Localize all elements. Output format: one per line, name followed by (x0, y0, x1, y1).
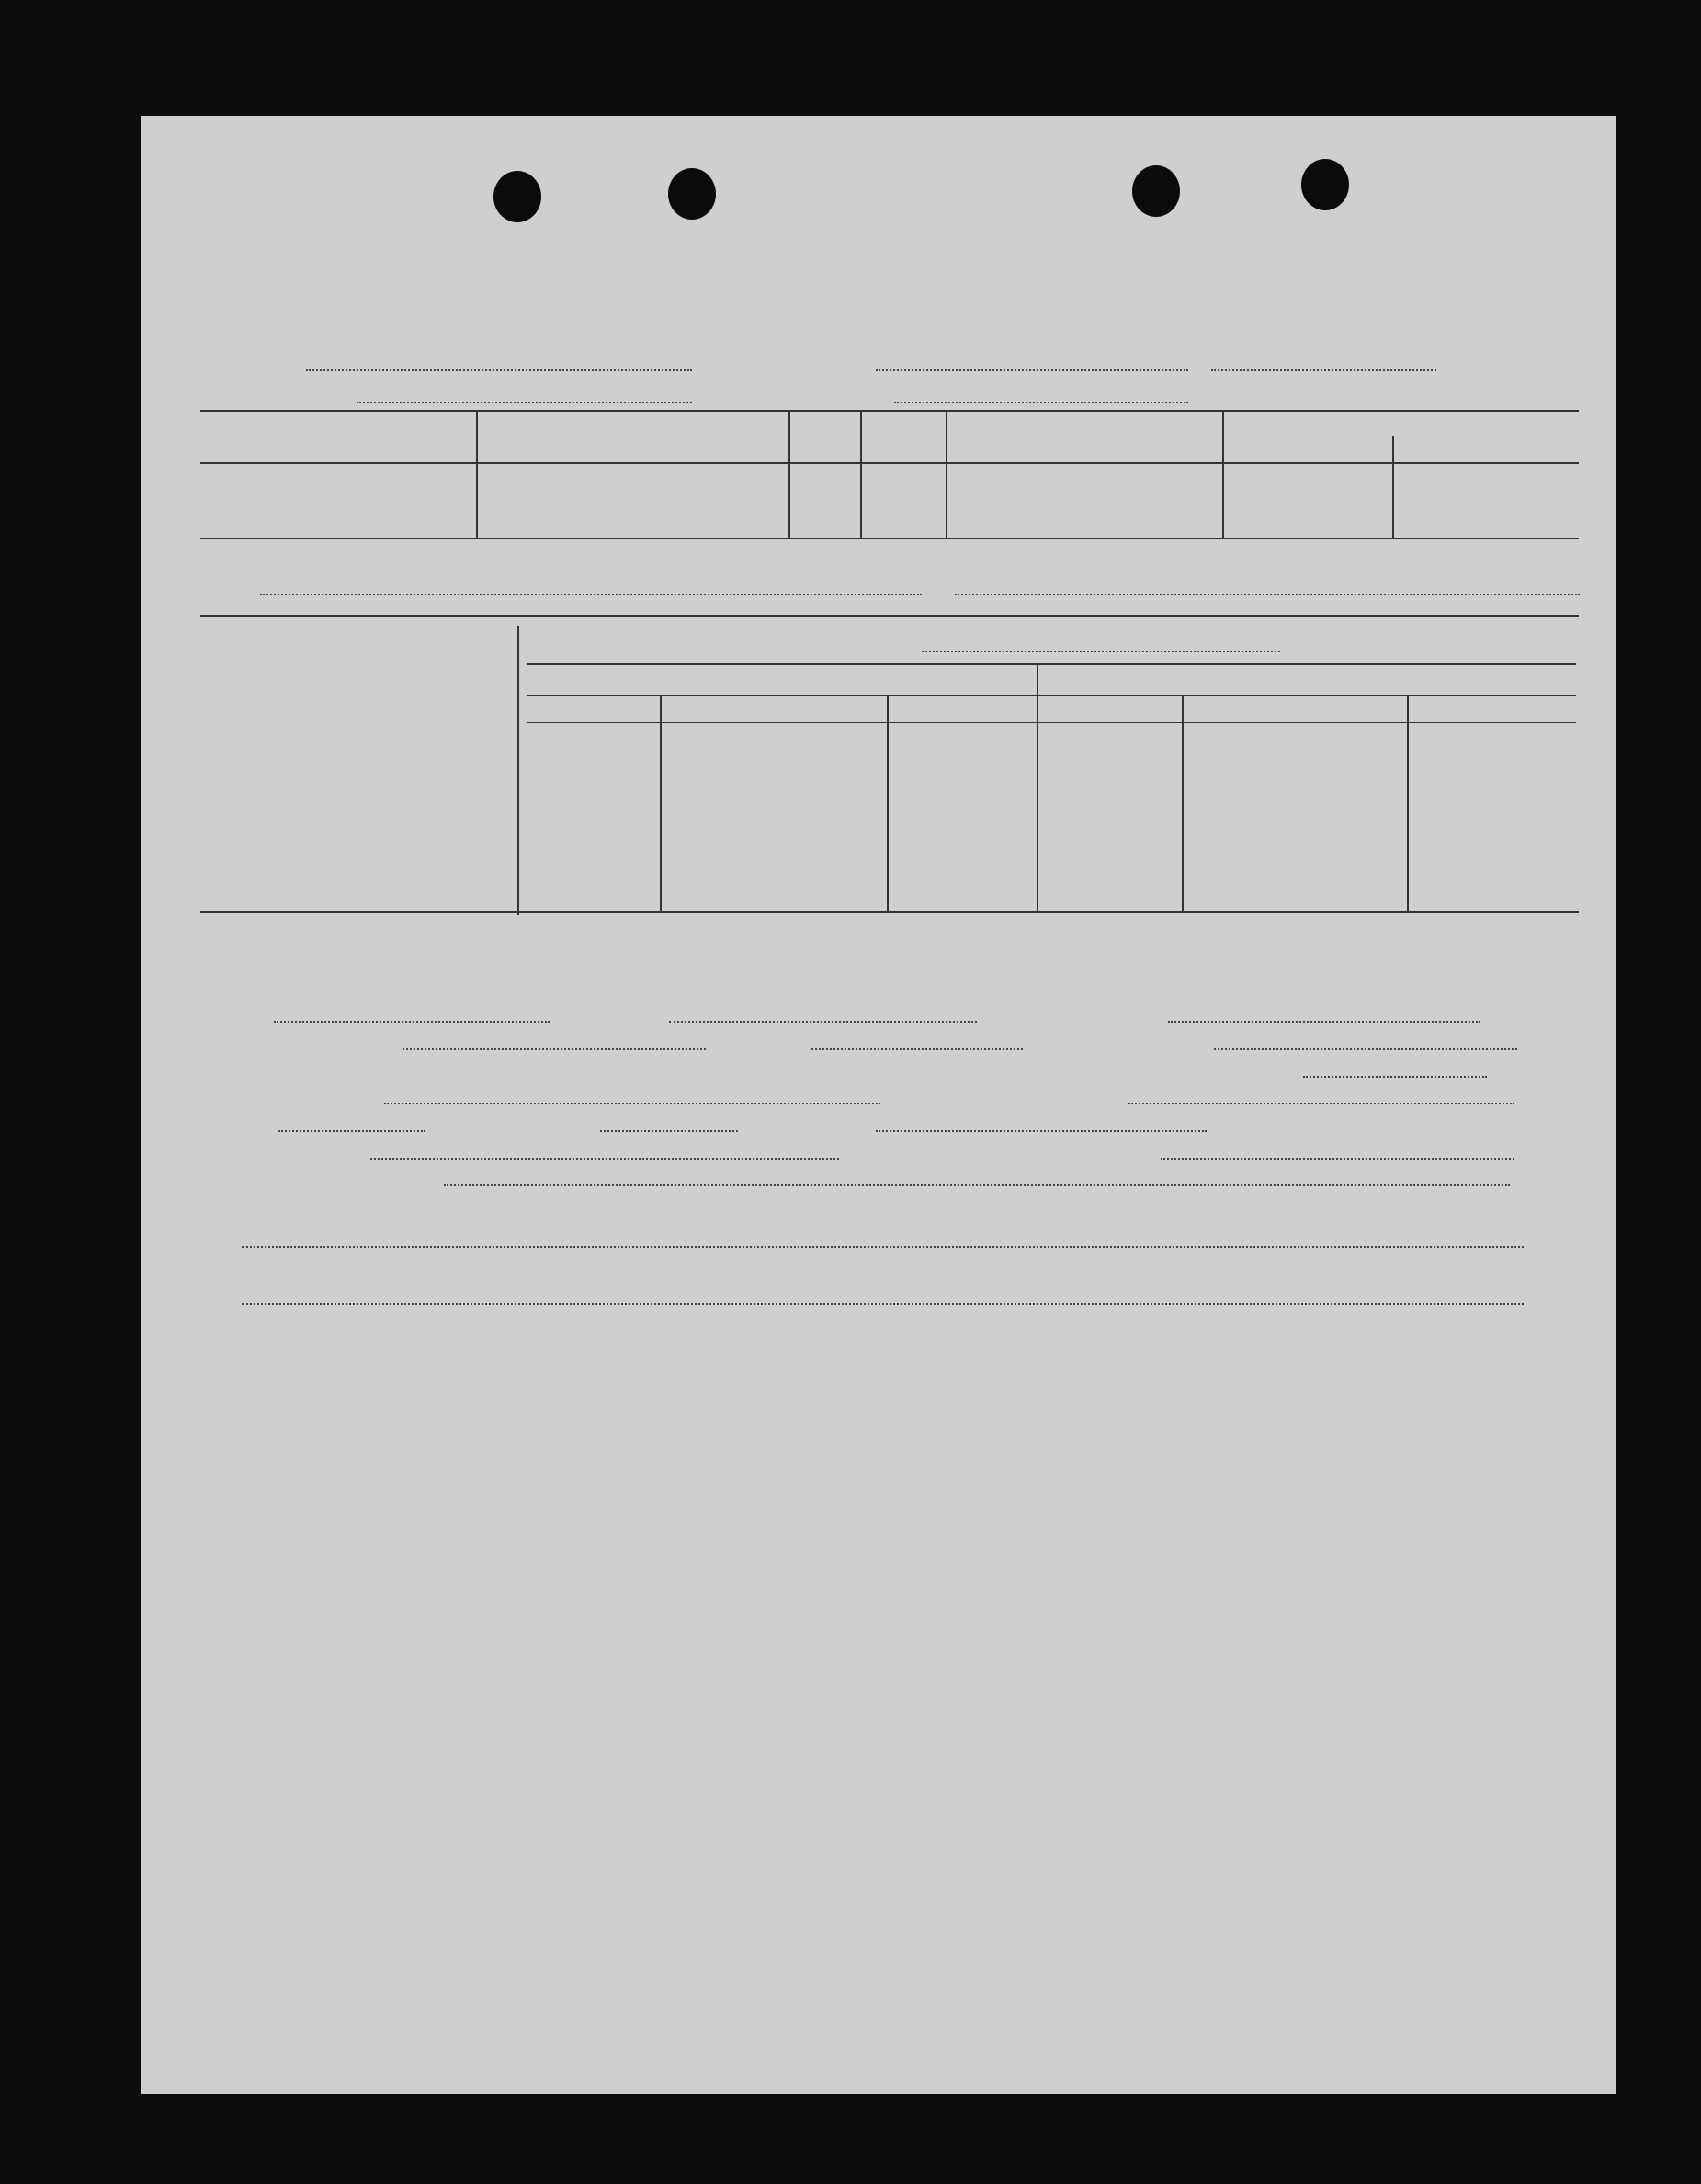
punch-hole (493, 171, 541, 222)
under-16-stamp (1502, 399, 1549, 488)
punch-hole (668, 168, 716, 220)
punch-hole (1301, 159, 1349, 210)
punch-hole (1132, 165, 1180, 217)
form-sheet (141, 116, 1616, 2094)
